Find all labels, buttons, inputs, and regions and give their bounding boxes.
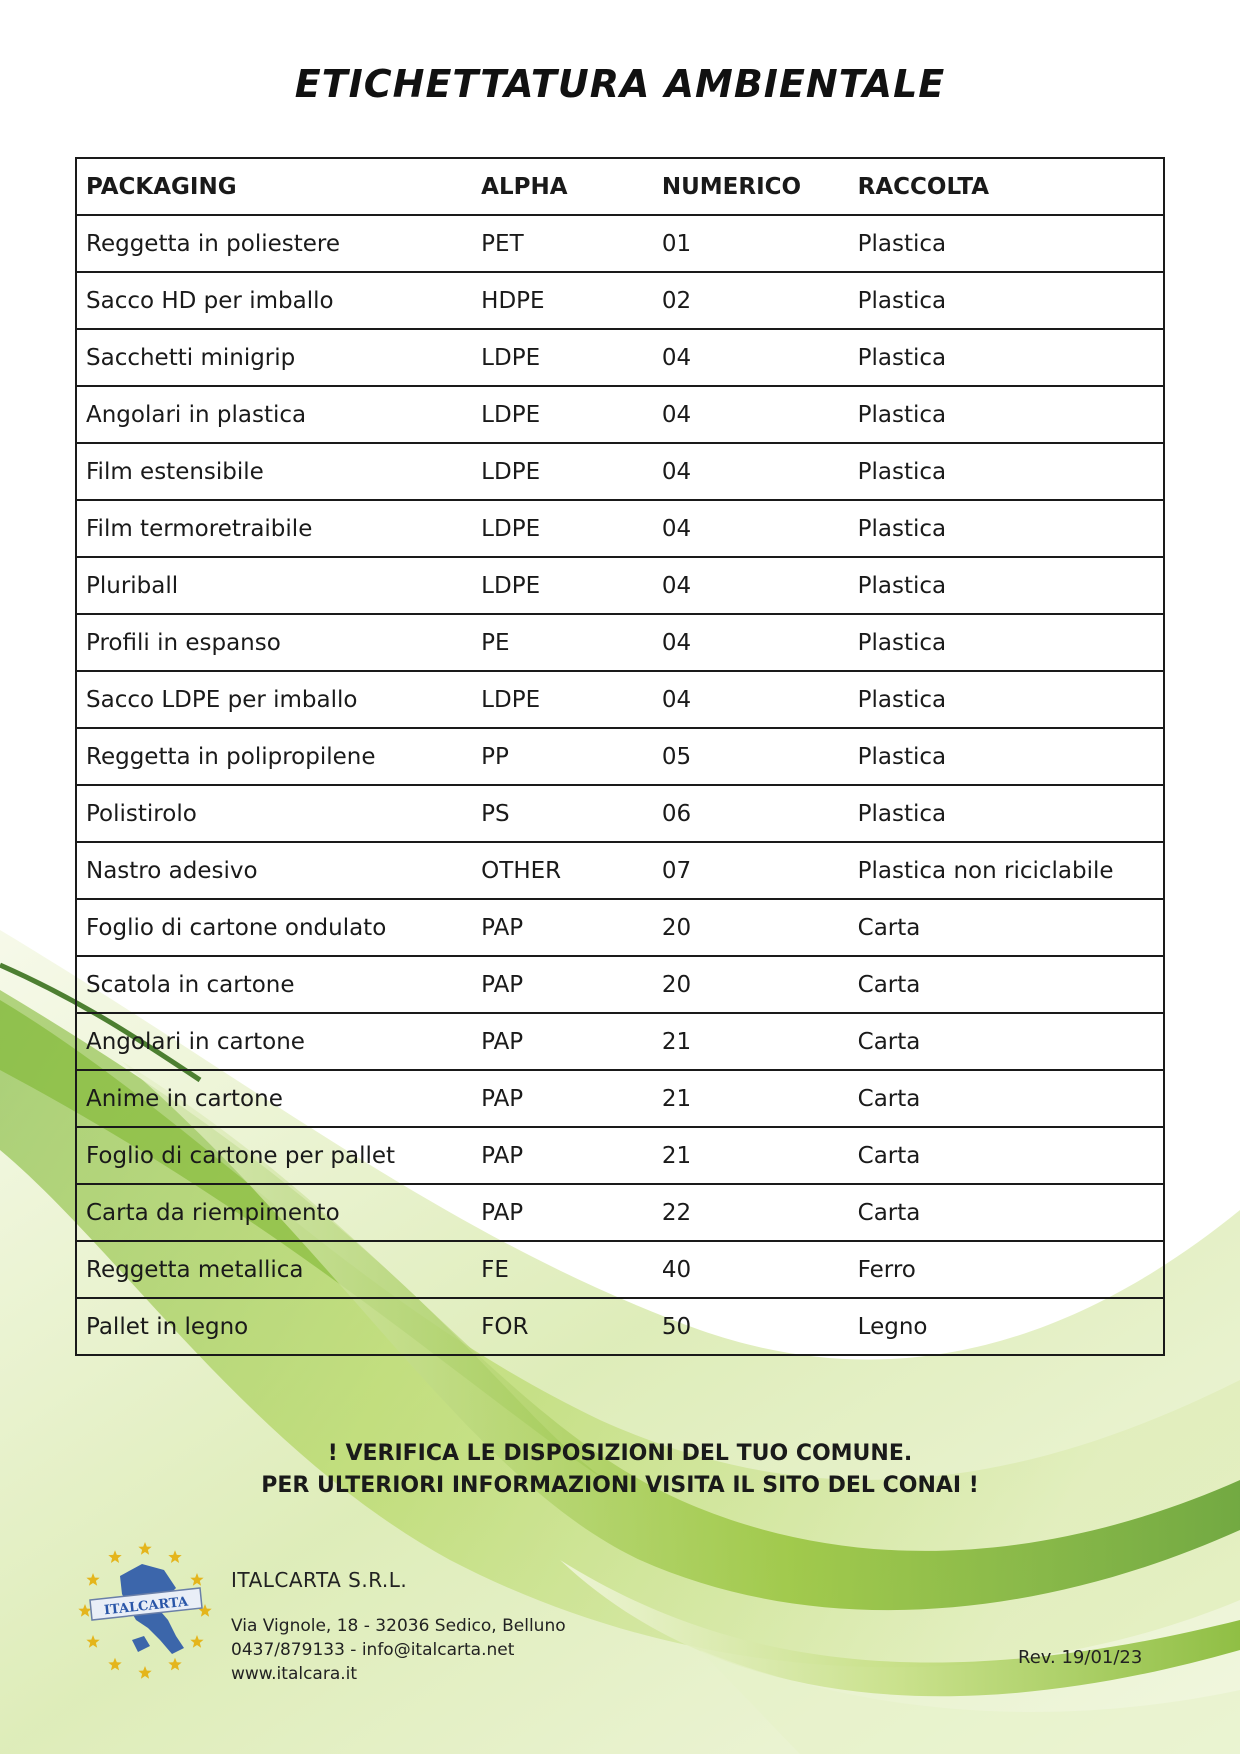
cell-alpha: PAP	[472, 899, 653, 956]
cell-numerico: 21	[653, 1070, 849, 1127]
star-icon	[168, 1550, 181, 1563]
cell-numerico: 04	[653, 614, 849, 671]
cell-numerico: 40	[653, 1241, 849, 1298]
cell-raccolta: Plastica	[849, 728, 1164, 785]
cell-raccolta: Plastica	[849, 500, 1164, 557]
table-row	[76, 1127, 1164, 1184]
cell-packaging: Reggetta in polipropilene	[76, 728, 472, 785]
cell-alpha: PP	[472, 728, 653, 785]
cell-alpha: PAP	[472, 956, 653, 1013]
cell-alpha: PE	[472, 614, 653, 671]
cell-numerico: 22	[653, 1184, 849, 1241]
table-row	[76, 557, 1164, 614]
star-icon	[138, 1542, 151, 1555]
star-icon	[138, 1666, 151, 1679]
star-icon	[190, 1635, 203, 1648]
cell-packaging: Sacco LDPE per imballo	[76, 671, 472, 728]
cell-packaging: Pallet in legno	[76, 1298, 472, 1355]
table-row	[76, 1013, 1164, 1070]
notice	[0, 1438, 1240, 1502]
cell-numerico: 04	[653, 329, 849, 386]
header-alpha: ALPHA	[472, 158, 653, 215]
revision-date: Rev. 19/01/23	[1018, 1647, 1143, 1668]
table-row	[76, 1241, 1164, 1298]
cell-raccolta: Plastica	[849, 557, 1164, 614]
packaging-table	[75, 157, 1165, 1356]
page-title: ETICHETTATURA AMBIENTALE	[294, 62, 946, 106]
cell-numerico: 06	[653, 785, 849, 842]
cell-packaging: Film estensibile	[76, 443, 472, 500]
table-row	[76, 215, 1164, 272]
cell-alpha: HDPE	[472, 272, 653, 329]
cell-raccolta: Plastica	[849, 272, 1164, 329]
table-header-row	[76, 158, 1164, 215]
cell-alpha: OTHER	[472, 842, 653, 899]
table-row	[76, 842, 1164, 899]
table-row	[76, 500, 1164, 557]
table-row	[76, 386, 1164, 443]
cell-raccolta: Plastica	[849, 386, 1164, 443]
svg-text:ITALCARTA: ITALCARTA	[103, 1594, 189, 1619]
cell-packaging: Angolari in cartone	[76, 1013, 472, 1070]
cell-alpha: FOR	[472, 1298, 653, 1355]
company-address	[231, 1614, 566, 1686]
cell-packaging: Carta da riempimento	[76, 1184, 472, 1241]
cell-packaging: Foglio di cartone ondulato	[76, 899, 472, 956]
table-row	[76, 899, 1164, 956]
table-row	[76, 1070, 1164, 1127]
cell-alpha: LDPE	[472, 329, 653, 386]
cell-packaging: Scatola in cartone	[76, 956, 472, 1013]
cell-raccolta: Plastica non riciclabile	[849, 842, 1164, 899]
cell-packaging: Polistirolo	[76, 785, 472, 842]
cell-raccolta: Carta	[849, 1127, 1164, 1184]
cell-raccolta: Legno	[849, 1298, 1164, 1355]
cell-numerico: 21	[653, 1127, 849, 1184]
website-line: www.italcara.it	[231, 1664, 358, 1684]
cell-raccolta: Carta	[849, 1184, 1164, 1241]
cell-raccolta: Plastica	[849, 785, 1164, 842]
cell-numerico: 01	[653, 215, 849, 272]
cell-numerico: 04	[653, 443, 849, 500]
cell-numerico: 05	[653, 728, 849, 785]
table-row	[76, 614, 1164, 671]
company-name: ITALCARTA S.R.L.	[231, 1568, 408, 1592]
cell-alpha: PAP	[472, 1070, 653, 1127]
cell-raccolta: Ferro	[849, 1241, 1164, 1298]
cell-packaging: Foglio di cartone per pallet	[76, 1127, 472, 1184]
cell-alpha: LDPE	[472, 443, 653, 500]
cell-packaging: Nastro adesivo	[76, 842, 472, 899]
notice-line-1: ! VERIFICA LE DISPOSIZIONI DEL TUO COMUNE.	[327, 1441, 913, 1466]
address-line: Via Vignole, 18 - 32036 Sedico, Belluno	[231, 1616, 566, 1636]
italcarta-logo	[72, 1536, 218, 1686]
cell-raccolta: Plastica	[849, 443, 1164, 500]
cell-numerico: 04	[653, 557, 849, 614]
cell-packaging: Angolari in plastica	[76, 386, 472, 443]
cell-alpha: LDPE	[472, 500, 653, 557]
cell-alpha: PAP	[472, 1184, 653, 1241]
star-icon	[78, 1604, 91, 1617]
star-icon	[168, 1658, 181, 1671]
star-icon	[86, 1573, 99, 1586]
table-row	[76, 785, 1164, 842]
cell-raccolta: Plastica	[849, 329, 1164, 386]
cell-alpha: LDPE	[472, 671, 653, 728]
cell-numerico: 21	[653, 1013, 849, 1070]
cell-numerico: 07	[653, 842, 849, 899]
header-numerico: NUMERICO	[653, 158, 849, 215]
cell-packaging: Pluriball	[76, 557, 472, 614]
table-row	[76, 671, 1164, 728]
header-raccolta: RACCOLTA	[849, 158, 1164, 215]
cell-packaging: Reggetta in poliestere	[76, 215, 472, 272]
cell-numerico: 50	[653, 1298, 849, 1355]
cell-numerico: 04	[653, 671, 849, 728]
cell-raccolta: Plastica	[849, 614, 1164, 671]
cell-alpha: LDPE	[472, 557, 653, 614]
table-row	[76, 956, 1164, 1013]
cell-alpha: FE	[472, 1241, 653, 1298]
cell-packaging: Profili in espanso	[76, 614, 472, 671]
cell-packaging: Sacco HD per imballo	[76, 272, 472, 329]
cell-raccolta: Carta	[849, 899, 1164, 956]
cell-packaging: Reggetta metallica	[76, 1241, 472, 1298]
cell-alpha: PET	[472, 215, 653, 272]
cell-raccolta: Carta	[849, 956, 1164, 1013]
table-row	[76, 272, 1164, 329]
cell-raccolta: Plastica	[849, 671, 1164, 728]
cell-alpha: PS	[472, 785, 653, 842]
cell-raccolta: Carta	[849, 1013, 1164, 1070]
contact-line: 0437/879133 - info@italcarta.net	[231, 1640, 515, 1660]
table-body	[76, 215, 1164, 1355]
star-icon	[108, 1550, 121, 1563]
cell-alpha: LDPE	[472, 386, 653, 443]
star-icon	[86, 1635, 99, 1648]
cell-raccolta: Plastica	[849, 215, 1164, 272]
cell-raccolta: Carta	[849, 1070, 1164, 1127]
cell-numerico: 04	[653, 386, 849, 443]
cell-alpha: PAP	[472, 1013, 653, 1070]
table-row	[76, 329, 1164, 386]
cell-numerico: 02	[653, 272, 849, 329]
cell-numerico: 04	[653, 500, 849, 557]
cell-alpha: PAP	[472, 1127, 653, 1184]
table-row	[76, 1184, 1164, 1241]
notice-line-2: PER ULTERIORI INFORMAZIONI VISITA IL SITO DEL CONAI !	[261, 1473, 979, 1498]
star-icon	[108, 1658, 121, 1671]
cell-numerico: 20	[653, 899, 849, 956]
table-row	[76, 1298, 1164, 1355]
cell-numerico: 20	[653, 956, 849, 1013]
cell-packaging: Sacchetti minigrip	[76, 329, 472, 386]
table-row	[76, 728, 1164, 785]
table-row	[76, 443, 1164, 500]
header-packaging: PACKAGING	[76, 158, 472, 215]
cell-packaging: Anime in cartone	[76, 1070, 472, 1127]
star-icon	[190, 1573, 203, 1586]
cell-packaging: Film termoretraibile	[76, 500, 472, 557]
